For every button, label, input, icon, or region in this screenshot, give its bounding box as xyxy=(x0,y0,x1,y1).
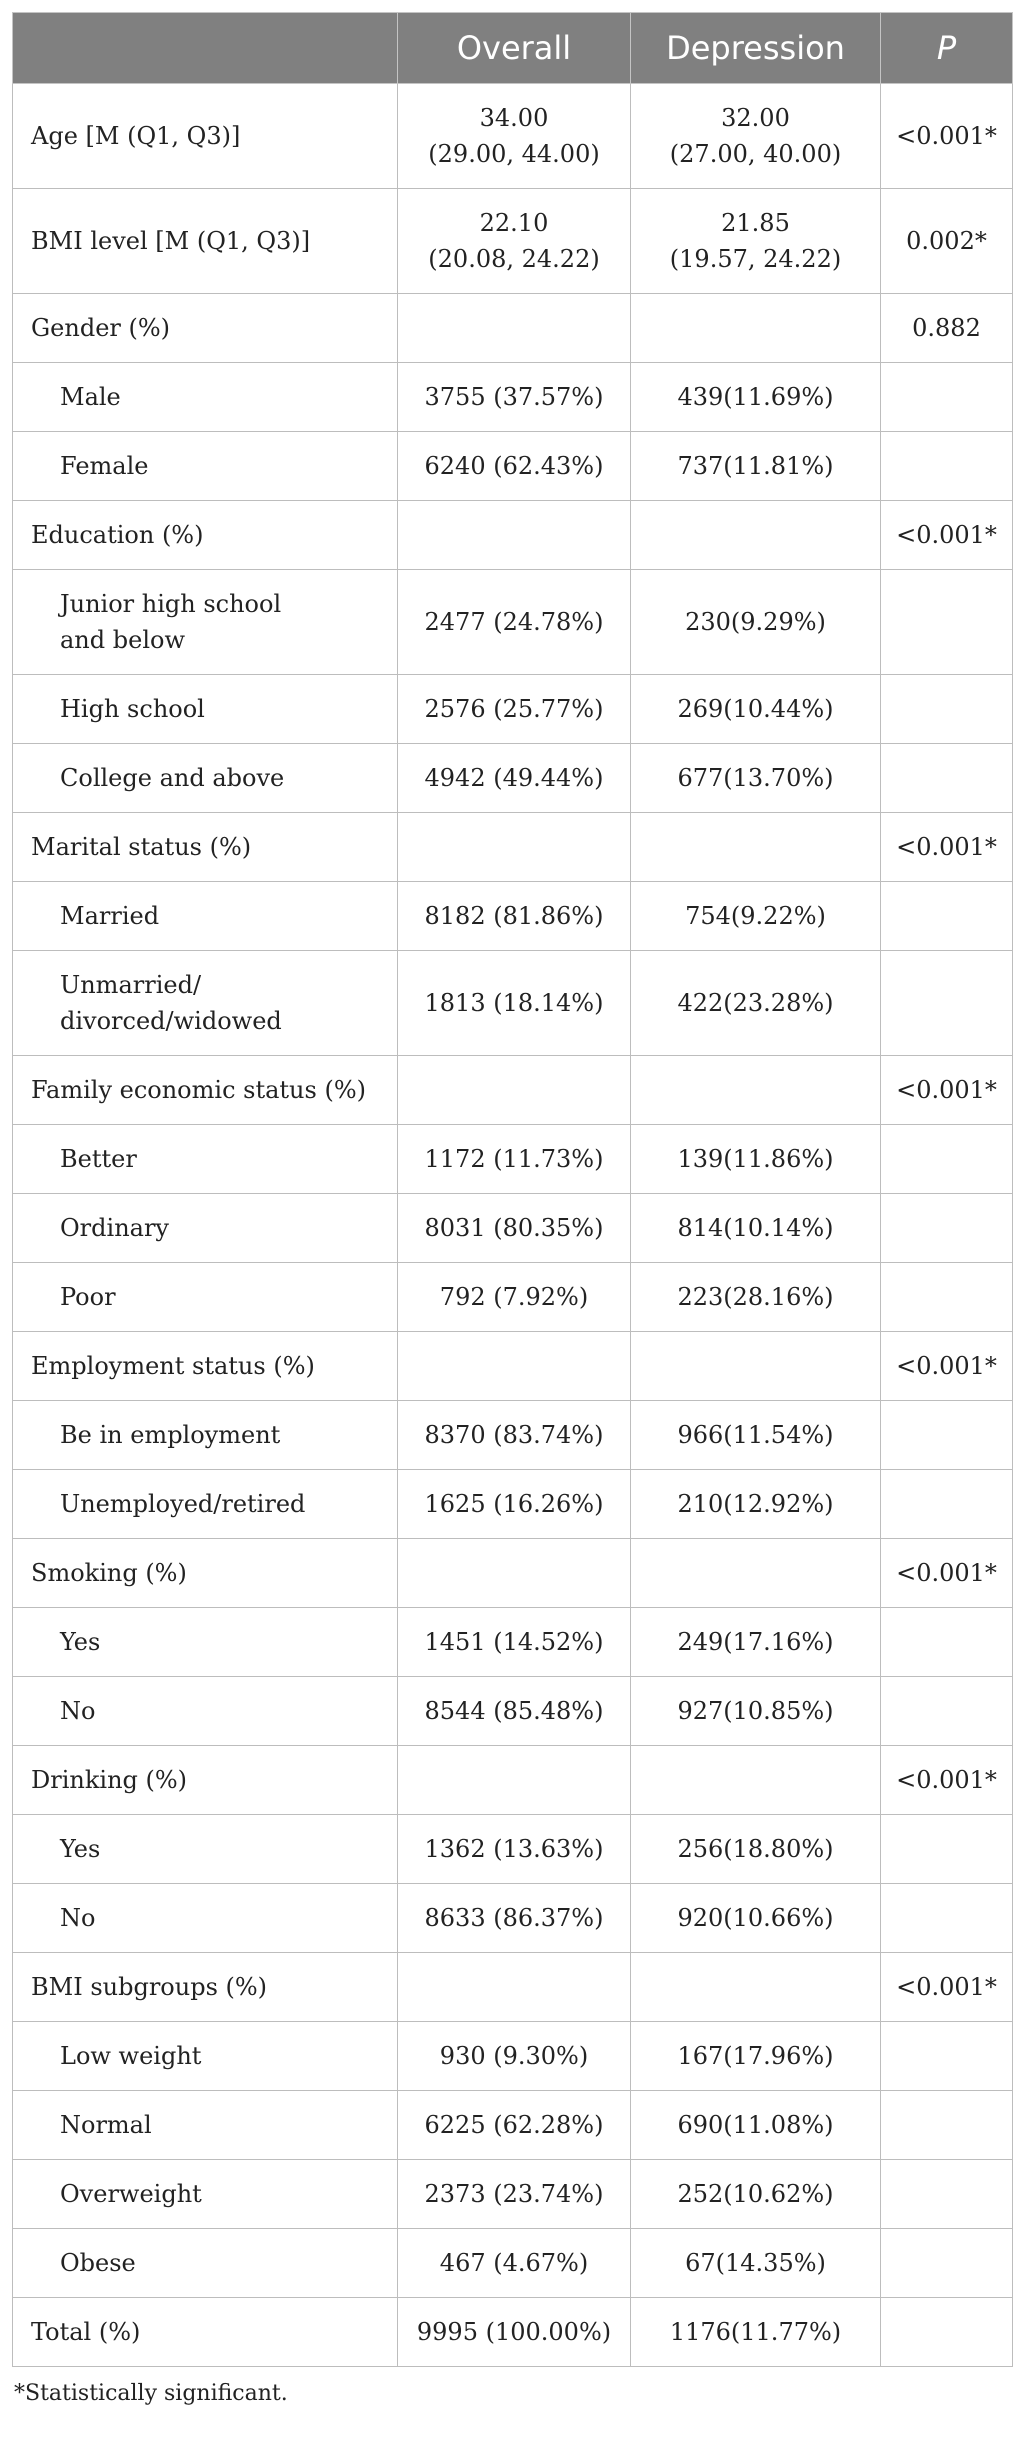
table-row xyxy=(13,1884,1013,1953)
p-value: <0.001* xyxy=(881,84,1013,189)
overall-value xyxy=(398,1953,631,2022)
p-value: <0.001* xyxy=(881,1746,1013,1815)
overall-value: 1362 (13.63%) xyxy=(398,1815,631,1884)
table-row xyxy=(13,189,1013,294)
p-value xyxy=(881,1815,1013,1884)
p-value xyxy=(881,1884,1013,1953)
table-container xyxy=(12,12,1012,2406)
p-value xyxy=(881,675,1013,744)
table-row xyxy=(13,570,1013,675)
depression-value xyxy=(631,1332,881,1401)
p-value xyxy=(881,2160,1013,2229)
overall-value: 8182 (81.86%) xyxy=(398,882,631,951)
depression-cell xyxy=(631,189,881,294)
header-p: P xyxy=(881,13,1013,84)
overall-value: 2373 (23.74%) xyxy=(398,2160,631,2229)
row-label: No xyxy=(13,1677,398,1746)
depression-range: (27.00, 40.00) xyxy=(669,140,842,168)
p-value: <0.001* xyxy=(881,813,1013,882)
table-row xyxy=(13,2022,1013,2091)
p-value xyxy=(881,570,1013,675)
depression-value: 677(13.70%) xyxy=(631,744,881,813)
depression-value xyxy=(631,1746,881,1815)
row-label: No xyxy=(13,1884,398,1953)
row-label: Marital status (%) xyxy=(13,813,398,882)
row-label: Better xyxy=(13,1125,398,1194)
row-label: Education (%) xyxy=(13,501,398,570)
row-label: Normal xyxy=(13,2091,398,2160)
p-value xyxy=(881,1401,1013,1470)
overall-value xyxy=(398,1332,631,1401)
row-label: Gender (%) xyxy=(13,294,398,363)
overall-value: 1451 (14.52%) xyxy=(398,1608,631,1677)
overall-value: 792 (7.92%) xyxy=(398,1263,631,1332)
overall-value: 2477 (24.78%) xyxy=(398,570,631,675)
depression-value xyxy=(631,1539,881,1608)
overall-value: 22.10 xyxy=(479,209,549,237)
header-variable xyxy=(13,13,398,84)
table-row xyxy=(13,2091,1013,2160)
depression-value: 32.00 xyxy=(721,104,790,132)
depression-value: 737(11.81%) xyxy=(631,432,881,501)
table-row xyxy=(13,951,1013,1056)
table-row xyxy=(13,2160,1013,2229)
overall-value: 9995 (100.00%) xyxy=(398,2298,631,2367)
table-row xyxy=(13,1401,1013,1470)
overall-value xyxy=(398,1056,631,1125)
table-row xyxy=(13,294,1013,363)
row-label: Obese xyxy=(13,2229,398,2298)
overall-value xyxy=(398,294,631,363)
depression-value: 920(10.66%) xyxy=(631,1884,881,1953)
table-row xyxy=(13,2298,1013,2367)
p-value: <0.001* xyxy=(881,1056,1013,1125)
row-label-cell xyxy=(13,570,398,675)
table-row xyxy=(13,363,1013,432)
row-label-line2: divorced/widowed xyxy=(60,1007,282,1035)
row-label: High school xyxy=(13,675,398,744)
p-value: <0.001* xyxy=(881,1953,1013,2022)
table-row xyxy=(13,432,1013,501)
row-label: Yes xyxy=(13,1608,398,1677)
depression-value: 252(10.62%) xyxy=(631,2160,881,2229)
row-label: College and above xyxy=(13,744,398,813)
row-label: Employment status (%) xyxy=(13,1332,398,1401)
depression-value: 167(17.96%) xyxy=(631,2022,881,2091)
depression-value xyxy=(631,1953,881,2022)
header-row xyxy=(13,13,1013,84)
row-label: Female xyxy=(13,432,398,501)
row-label: BMI subgroups (%) xyxy=(13,1953,398,2022)
overall-value: 4942 (49.44%) xyxy=(398,744,631,813)
header-overall: Overall xyxy=(398,13,631,84)
data-table xyxy=(12,12,1013,2367)
table-row xyxy=(13,501,1013,570)
p-value: <0.001* xyxy=(881,1539,1013,1608)
table-row xyxy=(13,1125,1013,1194)
p-value xyxy=(881,1194,1013,1263)
p-value xyxy=(881,882,1013,951)
overall-cell xyxy=(398,84,631,189)
depression-value: 21.85 xyxy=(721,209,790,237)
p-value: <0.001* xyxy=(881,501,1013,570)
p-value xyxy=(881,1677,1013,1746)
table-row xyxy=(13,744,1013,813)
depression-value: 249(17.16%) xyxy=(631,1608,881,1677)
depression-value: 67(14.35%) xyxy=(631,2229,881,2298)
table-row xyxy=(13,1608,1013,1677)
p-value xyxy=(881,2091,1013,2160)
table-row xyxy=(13,1470,1013,1539)
depression-value: 210(12.92%) xyxy=(631,1470,881,1539)
row-label: Junior high school xyxy=(60,590,282,618)
overall-value: 1625 (16.26%) xyxy=(398,1470,631,1539)
row-label: Poor xyxy=(13,1263,398,1332)
row-label: Be in employment xyxy=(13,1401,398,1470)
overall-value xyxy=(398,1539,631,1608)
depression-value: 927(10.85%) xyxy=(631,1677,881,1746)
table-row xyxy=(13,1194,1013,1263)
overall-value: 1813 (18.14%) xyxy=(398,951,631,1056)
row-label: Low weight xyxy=(13,2022,398,2091)
overall-value: 930 (9.30%) xyxy=(398,2022,631,2091)
overall-value: 8633 (86.37%) xyxy=(398,1884,631,1953)
depression-value: 269(10.44%) xyxy=(631,675,881,744)
table-row xyxy=(13,84,1013,189)
depression-value: 230(9.29%) xyxy=(631,570,881,675)
row-label: Family economic status (%) xyxy=(13,1056,398,1125)
overall-value: 6225 (62.28%) xyxy=(398,2091,631,2160)
table-row xyxy=(13,2229,1013,2298)
depression-value: 814(10.14%) xyxy=(631,1194,881,1263)
depression-range: (19.57, 24.22) xyxy=(669,245,842,273)
depression-value xyxy=(631,1056,881,1125)
depression-value: 139(11.86%) xyxy=(631,1125,881,1194)
p-value xyxy=(881,1263,1013,1332)
table-row xyxy=(13,675,1013,744)
depression-value xyxy=(631,501,881,570)
overall-value: 1172 (11.73%) xyxy=(398,1125,631,1194)
p-value: <0.001* xyxy=(881,1332,1013,1401)
table-row xyxy=(13,1815,1013,1884)
table-row xyxy=(13,1746,1013,1815)
row-label: Drinking (%) xyxy=(13,1746,398,1815)
table-row xyxy=(13,1263,1013,1332)
overall-value: 34.00 xyxy=(479,104,549,132)
depression-value: 223(28.16%) xyxy=(631,1263,881,1332)
table-row xyxy=(13,1056,1013,1125)
row-label-cell xyxy=(13,951,398,1056)
table-row xyxy=(13,813,1013,882)
overall-value: 2576 (25.77%) xyxy=(398,675,631,744)
overall-value: 8544 (85.48%) xyxy=(398,1677,631,1746)
depression-value xyxy=(631,813,881,882)
p-value: 0.002* xyxy=(881,189,1013,294)
row-label: Male xyxy=(13,363,398,432)
row-label: Overweight xyxy=(13,2160,398,2229)
depression-cell xyxy=(631,84,881,189)
row-label: Smoking (%) xyxy=(13,1539,398,1608)
overall-value xyxy=(398,813,631,882)
p-value xyxy=(881,1125,1013,1194)
depression-value: 439(11.69%) xyxy=(631,363,881,432)
overall-value xyxy=(398,1746,631,1815)
p-value: 0.882 xyxy=(881,294,1013,363)
table-row xyxy=(13,1953,1013,2022)
p-value xyxy=(881,1608,1013,1677)
depression-value: 1176(11.77%) xyxy=(631,2298,881,2367)
footnote: *Statistically significant. xyxy=(14,2381,288,2406)
p-value xyxy=(881,2298,1013,2367)
depression-value: 754(9.22%) xyxy=(631,882,881,951)
overall-value: 6240 (62.43%) xyxy=(398,432,631,501)
p-value xyxy=(881,2229,1013,2298)
row-label: Total (%) xyxy=(13,2298,398,2367)
depression-value: 966(11.54%) xyxy=(631,1401,881,1470)
overall-value: 3755 (37.57%) xyxy=(398,363,631,432)
p-value xyxy=(881,1470,1013,1539)
table-row xyxy=(13,1332,1013,1401)
p-value xyxy=(881,432,1013,501)
table-row xyxy=(13,1539,1013,1608)
p-value xyxy=(881,2022,1013,2091)
row-label-line2: and below xyxy=(60,626,185,654)
depression-value xyxy=(631,294,881,363)
header-depression: Depression xyxy=(631,13,881,84)
depression-value: 256(18.80%) xyxy=(631,1815,881,1884)
row-label: Unmarried/ xyxy=(60,971,202,999)
row-label: Age [M (Q1, Q3)] xyxy=(13,84,398,189)
p-value xyxy=(881,744,1013,813)
p-value xyxy=(881,951,1013,1056)
row-label: Married xyxy=(13,882,398,951)
overall-value: 8031 (80.35%) xyxy=(398,1194,631,1263)
overall-value: 467 (4.67%) xyxy=(398,2229,631,2298)
table-row xyxy=(13,1677,1013,1746)
row-label: Ordinary xyxy=(13,1194,398,1263)
depression-value: 690(11.08%) xyxy=(631,2091,881,2160)
row-label: Yes xyxy=(13,1815,398,1884)
row-label: BMI level [M (Q1, Q3)] xyxy=(13,189,398,294)
row-label: Unemployed/retired xyxy=(13,1470,398,1539)
depression-value: 422(23.28%) xyxy=(631,951,881,1056)
overall-value xyxy=(398,501,631,570)
p-value xyxy=(881,363,1013,432)
table-row xyxy=(13,882,1013,951)
overall-cell xyxy=(398,189,631,294)
overall-range: (29.00, 44.00) xyxy=(428,140,600,168)
overall-value: 8370 (83.74%) xyxy=(398,1401,631,1470)
overall-range: (20.08, 24.22) xyxy=(428,245,600,273)
